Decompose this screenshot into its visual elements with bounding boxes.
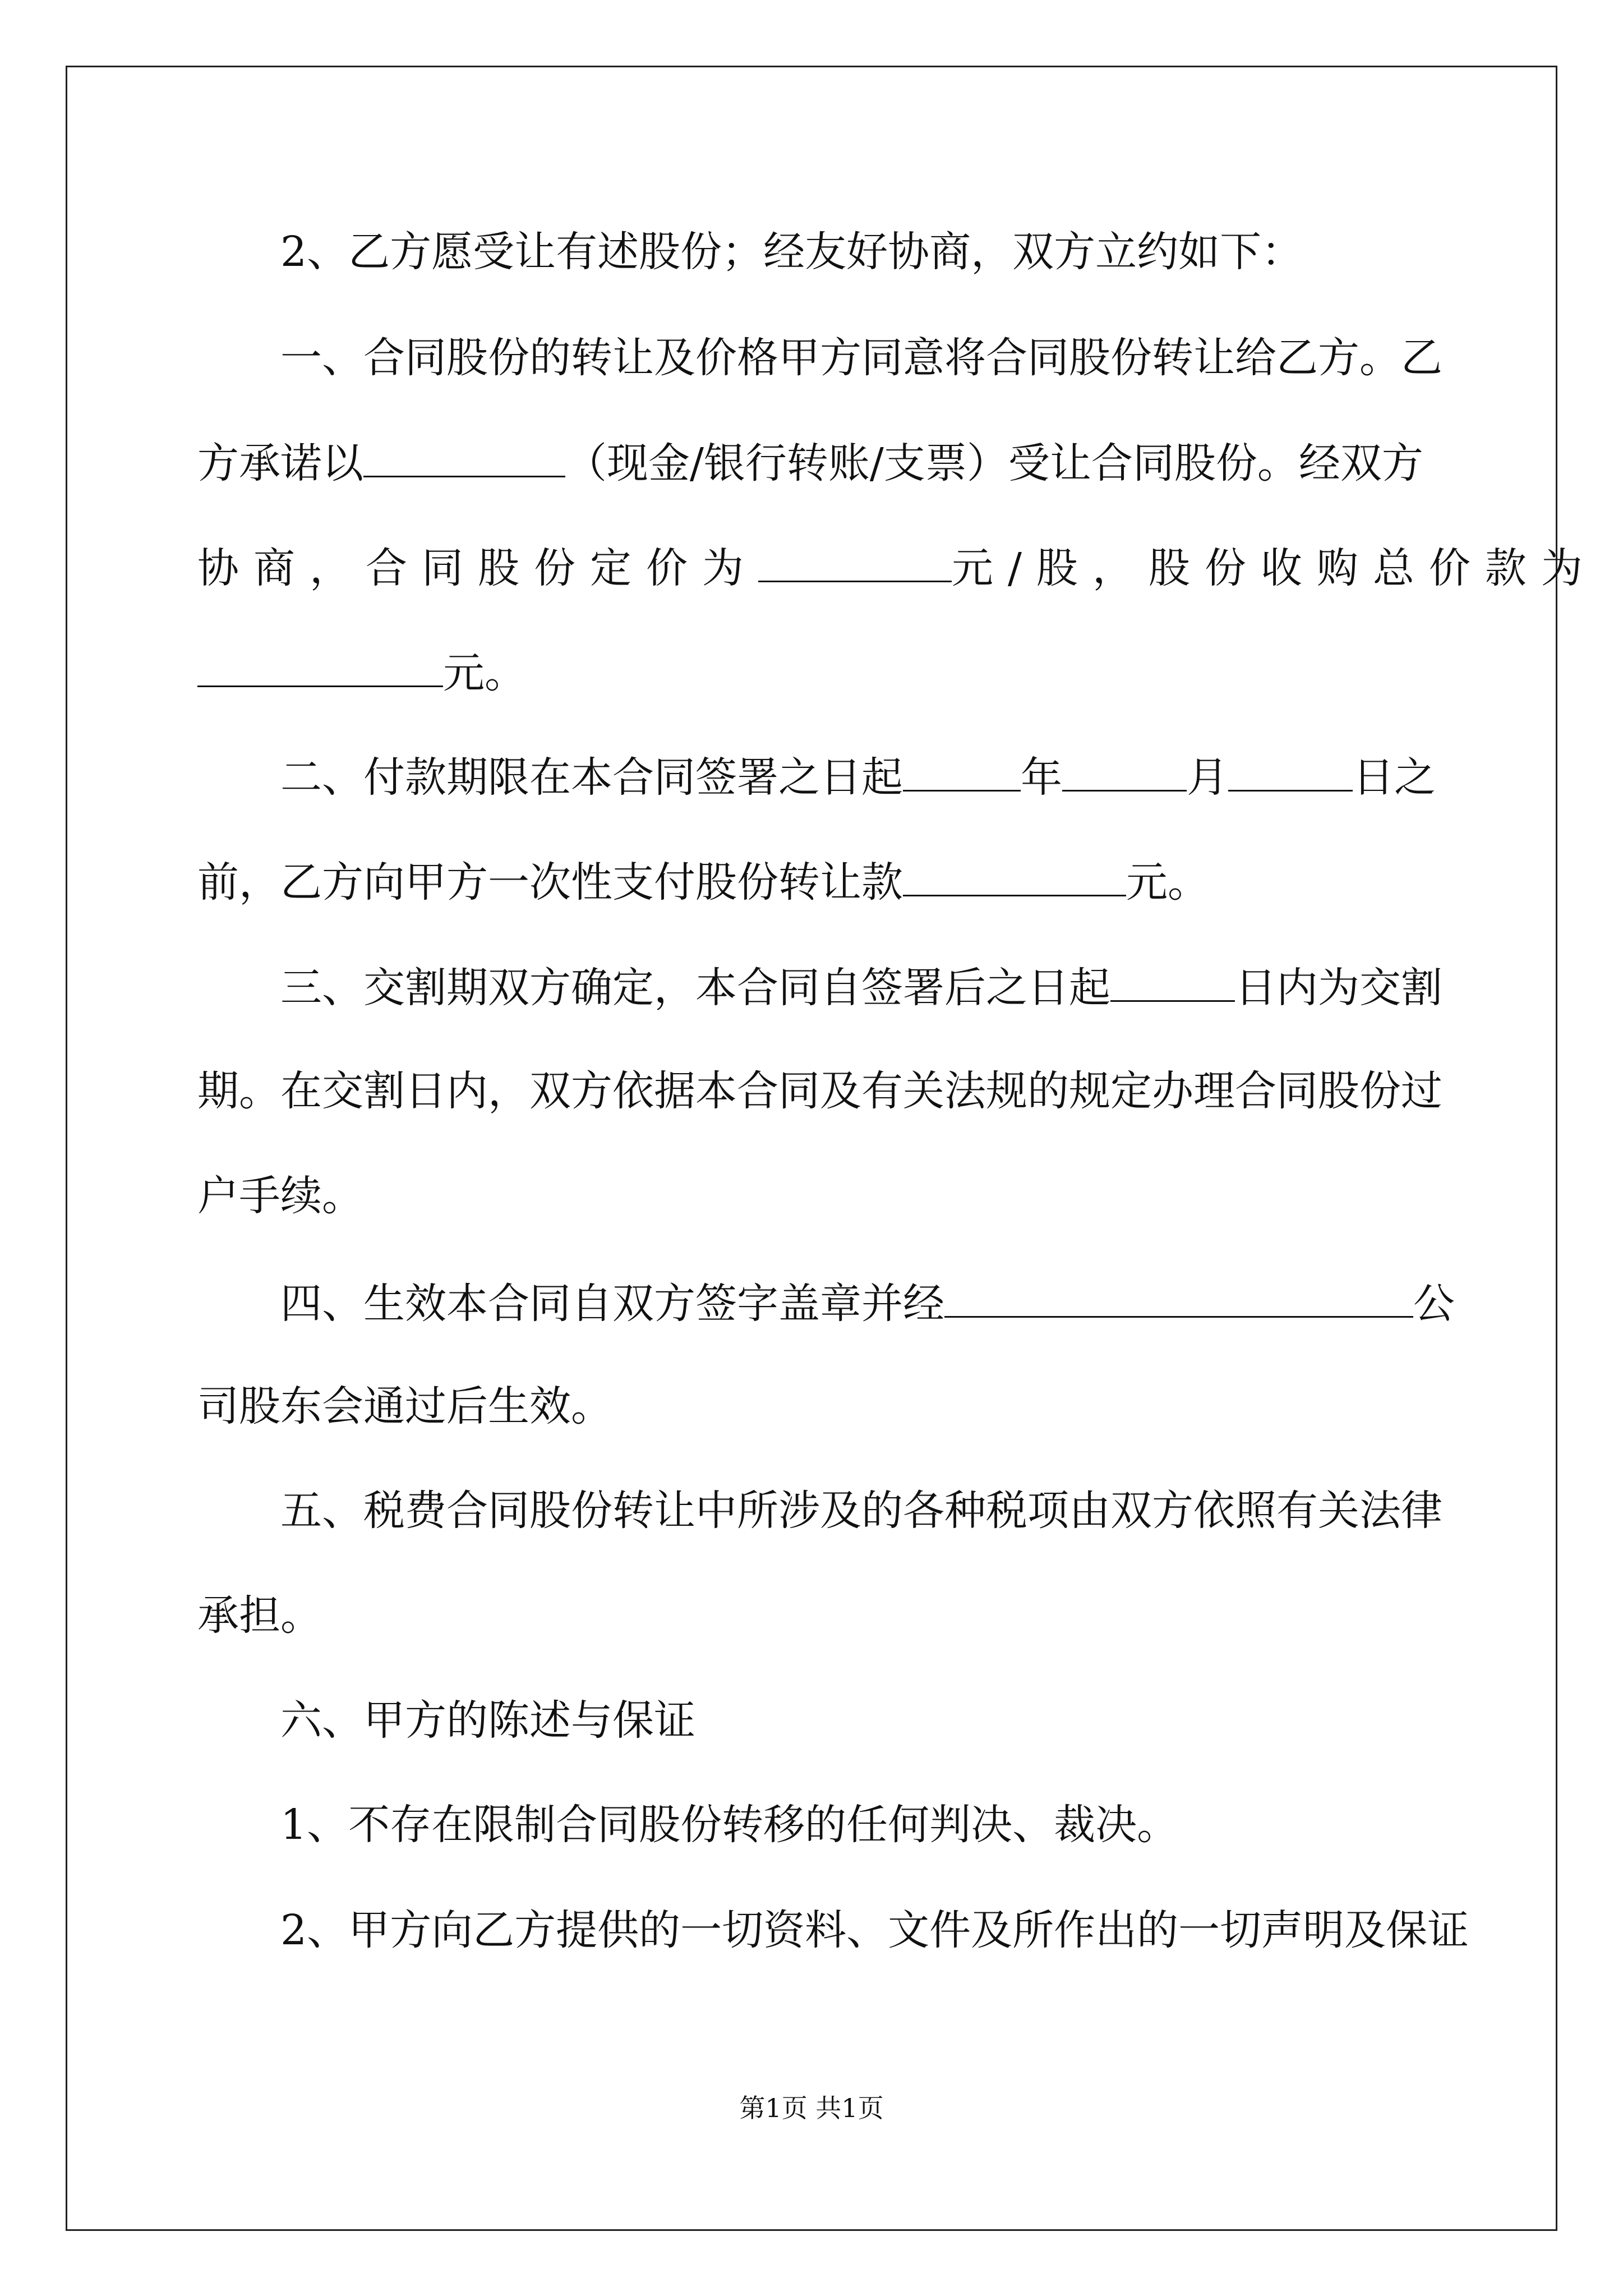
text-segment: 四、生效本合同自双方签字盖章并经: [280, 1280, 944, 1328]
paragraph-line: [197, 646, 1430, 697]
fill-in-blank: [758, 541, 952, 582]
paragraph-line: [197, 436, 1430, 487]
paragraph-line: 户手续。: [197, 1172, 363, 1220]
paragraph-line: 2、甲方向乙方提供的一切资料、文件及所作出的一切声明及保证: [280, 1906, 1469, 1954]
paragraph-line: 司股东会通过后生效。: [197, 1382, 612, 1430]
text-segment: 日内为交割: [1235, 964, 1442, 1012]
paragraph-line: [197, 855, 1430, 906]
paragraph-line: 2、乙方愿受让有述股份；经友好协商，双方立约如下：: [280, 228, 1303, 276]
fill-in-blank: [903, 855, 1126, 896]
paragraph-line: 期。在交割日内，双方依据本合同及有关法规的规定办理合同股份过: [197, 1067, 1442, 1115]
text-segment: 三、交割期双方确定，本合同自签署后之日起: [280, 964, 1110, 1012]
page-number-footer: 第1页 共1页: [739, 2093, 884, 2123]
text-segment: 协商，合同股份定价为: [197, 544, 758, 592]
fill-in-blank: [197, 646, 443, 687]
text-segment: 元/股，股份收购总价款为: [952, 544, 1597, 592]
text-segment: （现金/银行转账/支票）受让合同股份。经双方: [565, 439, 1423, 487]
paragraph-line: 六、甲方的陈述与保证: [280, 1696, 695, 1745]
paragraph-line: 一、合同股份的转让及价格甲方同意将合同股份转让给乙方。乙: [280, 334, 1442, 382]
text-segment: 月: [1187, 753, 1228, 802]
text-segment: 方承诺以: [197, 439, 363, 487]
paragraph-line: [197, 541, 1597, 592]
paragraph-line: 承担。: [197, 1591, 322, 1640]
paragraph-line: 1、不存在限制合同股份转移的任何判决、裁决。: [280, 1801, 1179, 1849]
fill-in-blank: [1228, 751, 1353, 792]
fill-in-blank: [944, 1277, 1413, 1318]
fill-in-blank: [1062, 751, 1187, 792]
text-segment: 前，乙方向甲方一次性支付股份转让款: [197, 858, 903, 907]
text-segment: 公: [1413, 1280, 1455, 1328]
text-segment: 元。: [1126, 858, 1209, 907]
paragraph-line: [197, 751, 1436, 802]
fill-in-blank: [903, 751, 1021, 792]
paragraph-line: [197, 961, 1442, 1012]
paragraph-line: [197, 1277, 1455, 1328]
text-segment: 年: [1021, 753, 1062, 802]
text-segment: 元。: [443, 649, 526, 697]
fill-in-blank: [1110, 961, 1235, 1002]
text-segment: 日之: [1353, 753, 1436, 802]
text-segment: 二、付款期限在本合同签署之日起: [280, 753, 903, 802]
paragraph-line: 五、税费合同股份转让中所涉及的各种税项由双方依照有关法律: [280, 1487, 1442, 1535]
fill-in-blank: [363, 436, 565, 477]
